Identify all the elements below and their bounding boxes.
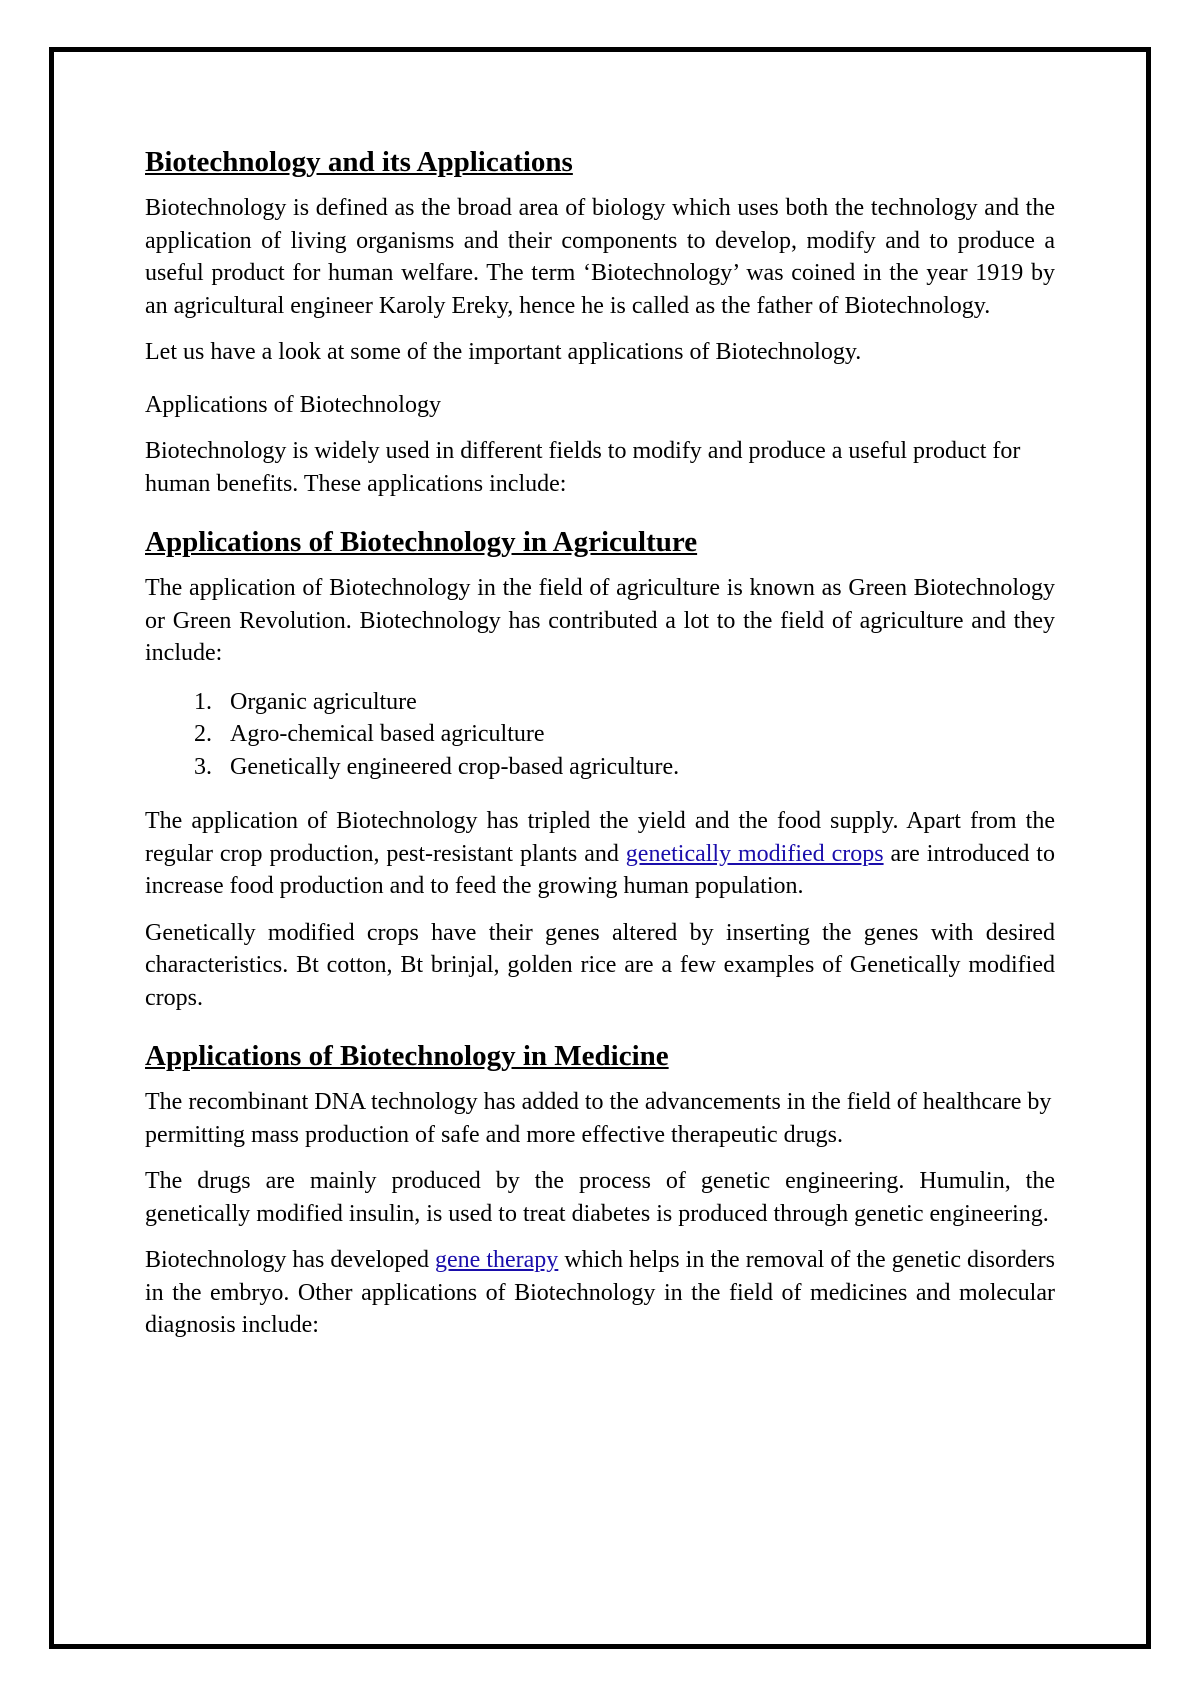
genetically-modified-crops-link[interactable]: genetically modified crops <box>625 840 884 867</box>
agriculture-heading: Applications of Biotechnology in Agriculture <box>145 526 698 558</box>
yield-text-after: are introduced to increase food production and to feed the growing human population. <box>145 840 1055 899</box>
list-item: 2. Agro-chemical based agriculture <box>218 718 1055 751</box>
gm-crops-paragraph: Genetically modified crops have their genes altered by inserting the genes with desired characteristics. Bt cotton, Bt brinjal, golden rice are a few examples of Genetically modified crops. <box>145 919 1055 1011</box>
agriculture-intro-paragraph: The application of Biotechnology in the field of agriculture is known as Green Biotechnology or Green Revolution. Biotechnology has contributed a lot to the field of agriculture and they include: <box>145 575 1055 666</box>
lead-in-paragraph: Let us have a look at some of the important applications of Biotechnology. <box>145 339 862 365</box>
gene-therapy-text-before: Biotechnology has developed <box>145 1247 435 1273</box>
document-body <box>145 144 1055 1356</box>
gene-therapy-link[interactable]: gene therapy <box>435 1247 559 1273</box>
yield-paragraph <box>145 805 1055 903</box>
gene-therapy-paragraph <box>145 1244 1055 1342</box>
definition-paragraph: Biotechnology is defined as the broad area of biology which uses both the technology and the application of living organisms and their components to develop, modify and to produce a useful product for human welfare. The term ‘Biotechnology’ was coined in the year 1919 by an agricultural engineer Karoly Ereky, hence he is called as the father of Biotechnology. <box>145 195 1055 319</box>
drugs-paragraph: The drugs are mainly produced by the process of genetic engineering. Humulin, the genetically modified insulin, is used to treat diabetes is produced through genetic engineering. <box>145 1168 1055 1227</box>
applications-subheading: Applications of Biotechnology <box>145 391 441 418</box>
medicine-heading: Applications of Biotechnology in Medicine <box>145 1040 669 1072</box>
yield-text-before: The application of Biotechnology has tripled the yield and the food supply. Apart from the regular crop production, pest-resistant plants and <box>145 808 1055 867</box>
page-title: Biotechnology and its Applications <box>145 146 573 178</box>
list-item: 3. Genetically engineered crop-based agriculture. <box>218 751 1055 784</box>
rdna-paragraph: The recombinant DNA technology has added to the advancements in the field of healthcare by permitting mass production of safe and more effective therapeutic drugs. <box>145 1089 1052 1148</box>
overview-paragraph: Biotechnology is widely used in different fields to modify and produce a useful product for human benefits. These applications include: <box>145 438 1021 497</box>
list-item: 1. Organic agriculture <box>218 686 1055 719</box>
gene-therapy-text-after: which helps in the removal of the genetic disorders in the embryo. Other applications of Biotechnology in the field of medicines and molecular diagnosis include: <box>145 1247 1055 1338</box>
agriculture-list <box>145 686 1055 784</box>
